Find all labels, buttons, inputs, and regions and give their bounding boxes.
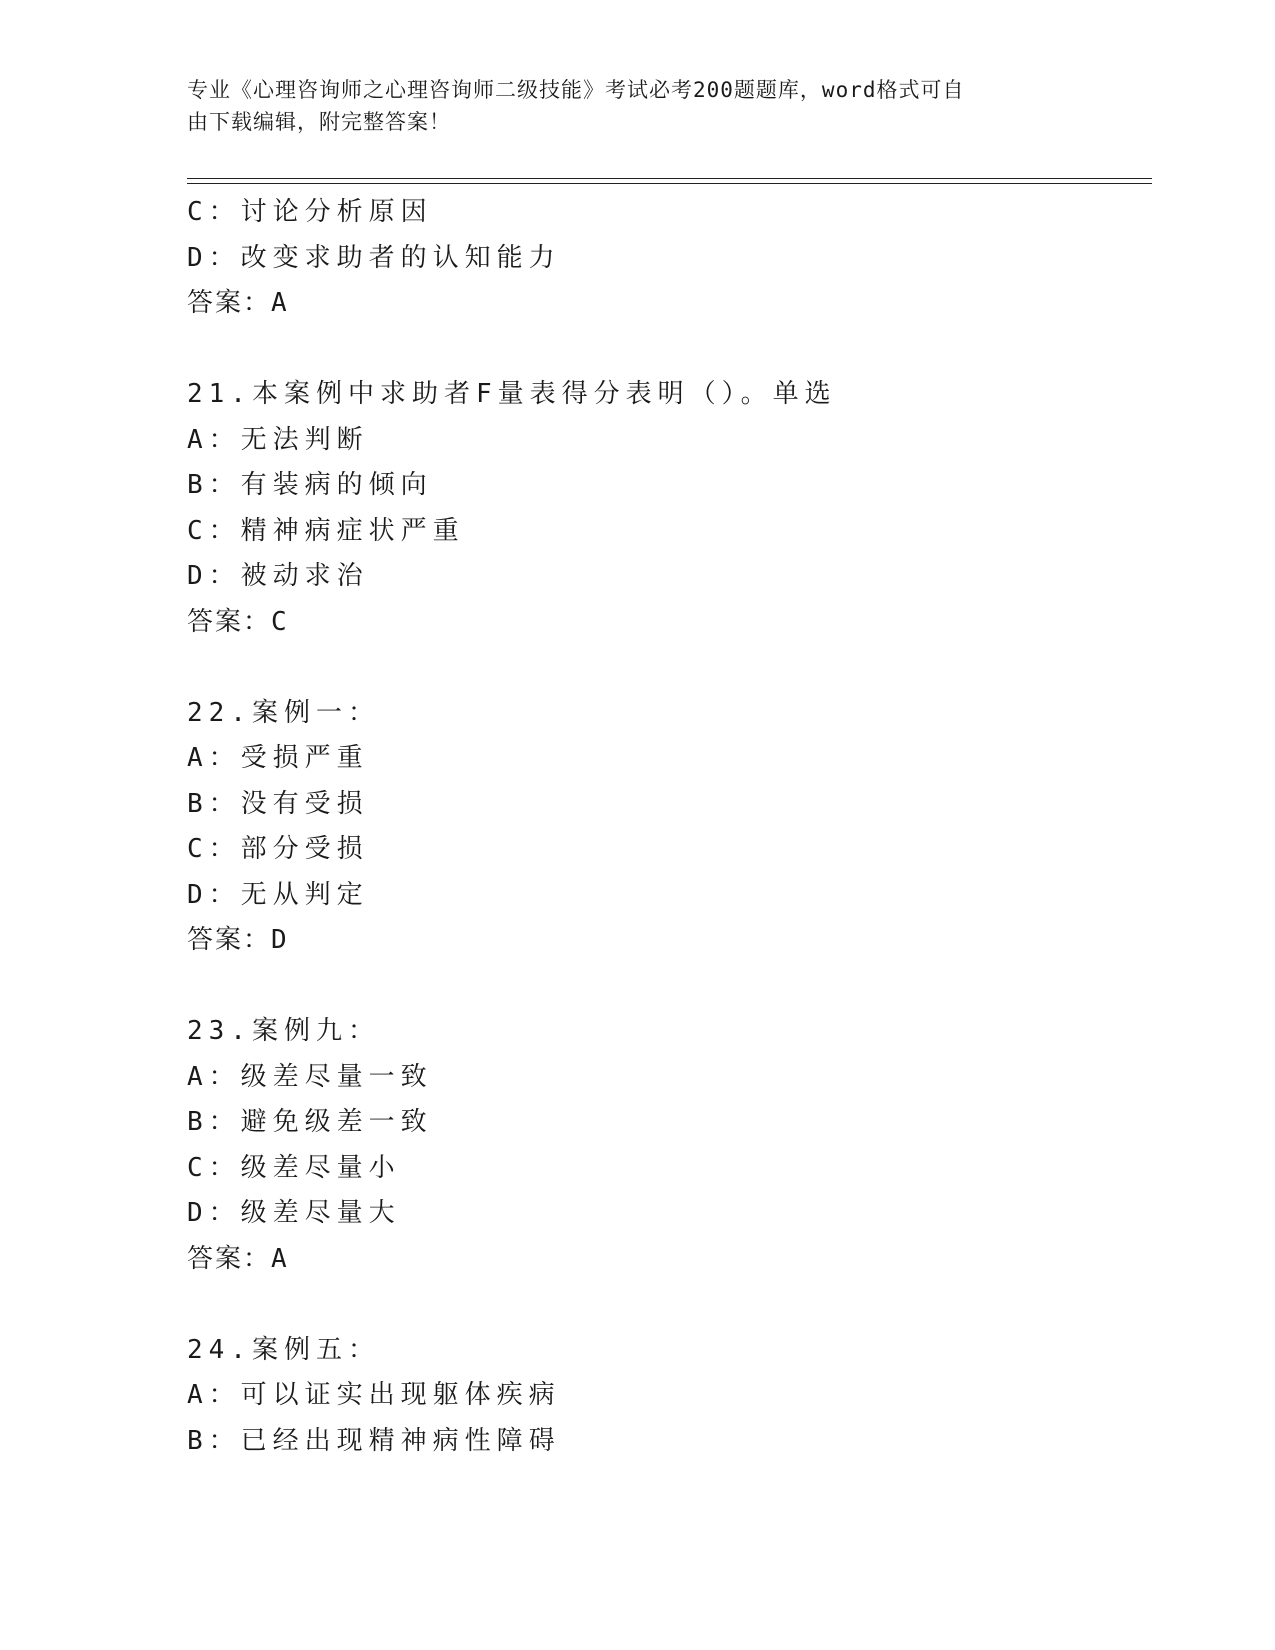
answer-line: 答案：C — [187, 606, 289, 637]
option-d: D：无从判定 — [187, 879, 369, 910]
header-divider-top — [187, 178, 1152, 179]
document-header — [187, 74, 1067, 138]
question-stem: 22.案例一： — [187, 697, 380, 728]
option-b: B：已经出现精神病性障碍 — [187, 1425, 561, 1456]
option-b: B：没有受损 — [187, 788, 369, 819]
option-a: A：可以证实出现躯体疾病 — [187, 1380, 561, 1410]
option-a: A：级差尽量一致 — [187, 1061, 433, 1092]
option-d: D：改变求助者的认知能力 — [187, 242, 561, 273]
question-block-partial — [187, 190, 1147, 327]
block-spacer — [187, 327, 1147, 373]
option-c: C：级差尽量小 — [187, 1152, 401, 1183]
option-a: A：无法判断 — [187, 424, 369, 455]
option-c: C：讨论分析原因 — [187, 197, 433, 227]
option-c: C：部分受损 — [187, 834, 369, 864]
question-block-24 — [187, 1328, 1147, 1465]
question-stem: 21.本案例中求助者F量表得分表明（）。单选 — [187, 379, 837, 409]
header-line-2: 由下载编辑，附完整答案！ — [187, 110, 451, 134]
option-d: D：被动求治 — [187, 561, 369, 591]
block-spacer — [187, 964, 1147, 1010]
question-block-23 — [187, 1009, 1147, 1282]
option-d: D：级差尽量大 — [187, 1198, 401, 1228]
question-stem: 24.案例五： — [187, 1334, 380, 1365]
question-block-21 — [187, 372, 1147, 645]
question-stem: 23.案例九： — [187, 1016, 380, 1046]
question-block-22 — [187, 691, 1147, 964]
option-b: B：避免级差一致 — [187, 1107, 433, 1137]
option-a: A：受损严重 — [187, 743, 369, 773]
answer-line: 答案：A — [187, 288, 289, 318]
question-list — [187, 190, 1147, 1464]
option-b: B：有装病的倾向 — [187, 470, 433, 500]
header-divider-bottom — [187, 183, 1152, 184]
block-spacer — [187, 1282, 1147, 1328]
header-line-1: 专业《心理咨询师之心理咨询师二级技能》考试必考200题题库，word格式可自 — [187, 78, 965, 102]
answer-line: 答案：A — [187, 1243, 289, 1274]
answer-line: 答案：D — [187, 925, 289, 955]
block-spacer — [187, 645, 1147, 691]
option-c: C：精神病症状严重 — [187, 515, 465, 546]
